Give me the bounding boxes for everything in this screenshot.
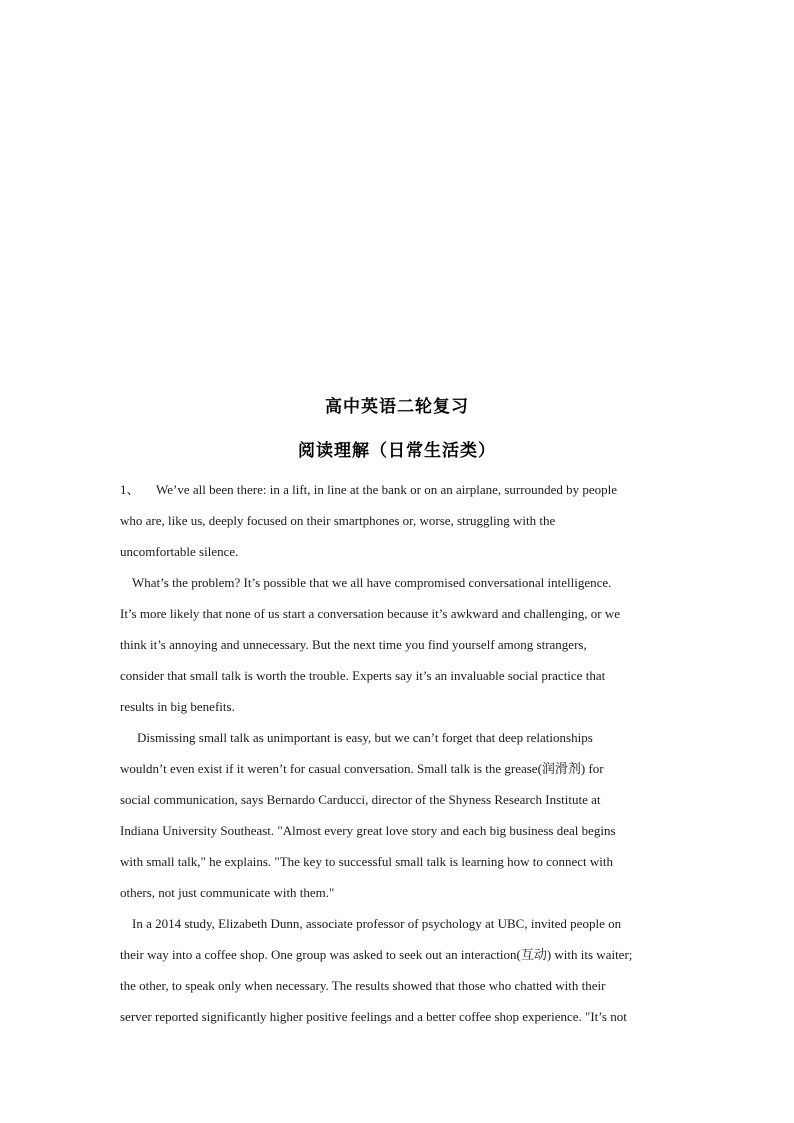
passage-line — [120, 474, 676, 505]
paragraph-start-line: In a 2014 study, Elizabeth Dunn, associate professor of psychology at UBC, invited people on — [132, 916, 622, 931]
question-number: 1、 — [120, 482, 140, 497]
passage-line: who are, like us, deeply focused on their smartphones or, worse, struggling with the — [120, 513, 556, 528]
passage-line: consider that small talk is worth the trouble. Experts say it’s an invaluable social practice that — [120, 668, 606, 683]
line-text: We’ve all been there: in a lift, in line at the bank or on an airplane, surrounded by people — [156, 482, 618, 497]
passage-line: their way into a coffee shop. One group was asked to seek out an interaction(互动) with its waiter; — [120, 947, 633, 962]
passage-line: with small talk," he explains. "The key to successful small talk is learning how to connect with — [120, 854, 613, 869]
paragraph-start-line: What’s the problem? It’s possible that we all have compromised conversational intelligence. — [132, 575, 612, 590]
passage-line: think it’s annoying and unnecessary. But the next time you find yourself among strangers, — [120, 637, 587, 652]
passage-line: It’s more likely that none of us start a conversation because it’s awkward and challenging, or we — [120, 606, 620, 621]
passage-line: server reported significantly higher positive feelings and a better coffee shop experience. "It’s not — [120, 1009, 627, 1024]
passage-text — [120, 474, 676, 1032]
passage-line: others, not just communicate with them." — [120, 885, 335, 900]
passage-line: results in big benefits. — [120, 699, 235, 714]
passage-line: Indiana University Southeast. "Almost every great love story and each big business deal begins — [120, 823, 616, 838]
passage-line: social communication, says Bernardo Carducci, director of the Shyness Research Institute at — [120, 792, 601, 807]
title-block — [0, 394, 794, 464]
passage-line: the other, to speak only when necessary. The results showed that those who chatted with their — [120, 978, 606, 993]
document-subtitle: 阅读理解（日常生活类） — [298, 441, 496, 461]
paragraph-start-line: Dismissing small talk as unimportant is easy, but we can’t forget that deep relationships — [137, 730, 593, 745]
passage-line: uncomfortable silence. — [120, 544, 239, 559]
passage-line: wouldn’t even exist if it weren’t for casual conversation. Small talk is the grease(润滑剂) for — [120, 761, 604, 776]
document-title: 高中英语二轮复习 — [325, 397, 469, 417]
